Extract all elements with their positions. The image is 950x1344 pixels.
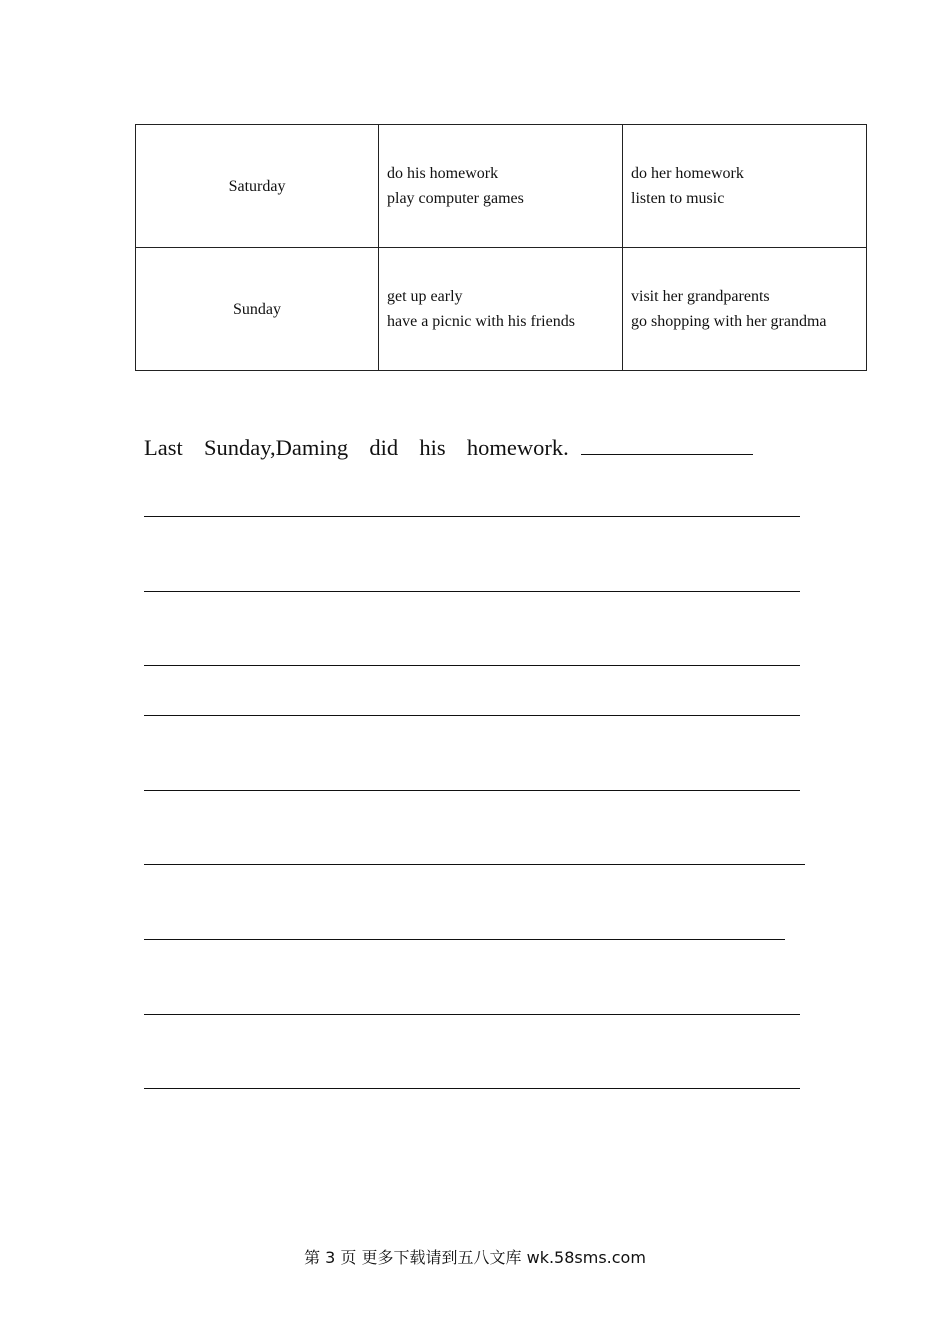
writing-line[interactable]	[144, 665, 800, 666]
activity-text: get up early	[387, 288, 463, 305]
activity-text: have a picnic with his friends	[387, 313, 575, 330]
activity-text: visit her grandparents	[631, 288, 770, 305]
page-footer: 第 3 页 更多下载请到五八文库 wk.58sms.com	[304, 1248, 646, 1267]
schedule-table	[135, 124, 867, 371]
writing-line[interactable]	[144, 516, 800, 517]
prompt-text: Last Sunday,Daming did his homework.	[144, 435, 569, 460]
activity-text: do his homework	[387, 165, 499, 182]
activity-text: go shopping with her grandma	[631, 313, 827, 330]
writing-line[interactable]	[144, 864, 805, 865]
writing-line[interactable]	[144, 1014, 800, 1015]
activity-text: do her homework	[631, 165, 744, 182]
day-cell: Sunday	[136, 248, 379, 371]
writing-line[interactable]	[144, 939, 785, 940]
daming-activities-cell	[379, 248, 623, 371]
writing-line[interactable]	[144, 1088, 800, 1089]
writing-line[interactable]	[144, 790, 800, 791]
answer-blank[interactable]	[581, 432, 753, 455]
writing-line[interactable]	[144, 715, 800, 716]
activity-text: play computer games	[387, 190, 524, 207]
daming-activities-cell	[379, 125, 623, 248]
lingling-activities-cell	[623, 125, 867, 248]
writing-prompt	[144, 432, 753, 461]
lingling-activities-cell	[623, 248, 867, 371]
table-row	[136, 125, 867, 248]
day-cell: Saturday	[136, 125, 379, 248]
activity-text: listen to music	[631, 190, 725, 207]
writing-line[interactable]	[144, 591, 800, 592]
table-row	[136, 248, 867, 371]
